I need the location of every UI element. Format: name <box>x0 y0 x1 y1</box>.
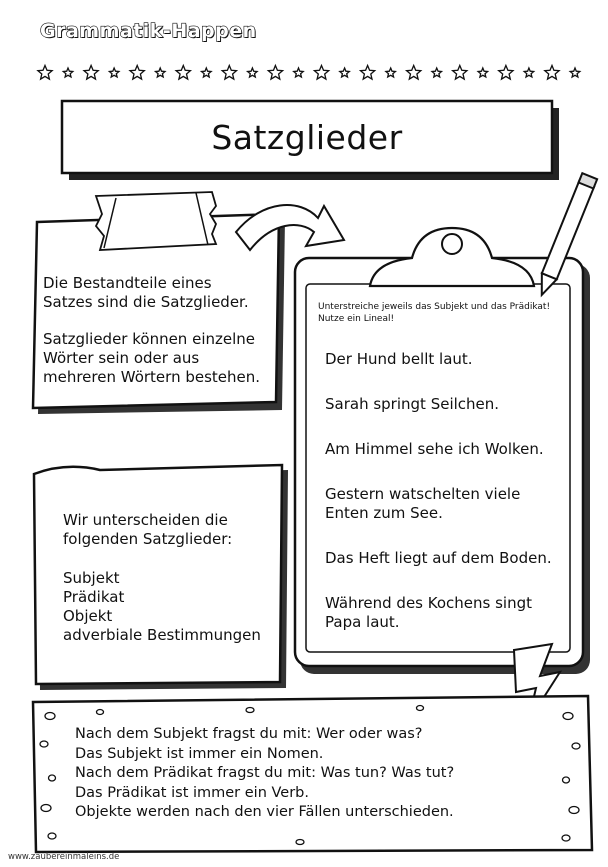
definition-note <box>43 274 273 405</box>
types-intro-line: folgenden Satzglieder: <box>63 530 233 548</box>
footer-url: www.zaubereinmaleins.de <box>8 852 120 862</box>
definition-line: Satzglieder können einzelne <box>43 330 255 348</box>
star-icon <box>294 68 304 77</box>
star-icon <box>453 66 467 80</box>
star-icon <box>570 68 580 77</box>
exercise-sentence <box>325 350 565 369</box>
star-icon <box>499 66 513 80</box>
exercise-sentence <box>325 594 565 632</box>
types-list-item: Subjekt <box>63 569 120 587</box>
definition-paragraph-1 <box>43 274 273 312</box>
types-intro <box>63 511 293 549</box>
exercise-sentences <box>325 350 565 658</box>
exercise-sentence <box>325 395 565 414</box>
exercise-sentence <box>325 485 565 523</box>
star-icon <box>478 68 488 77</box>
sentence-line: Enten zum See. <box>325 504 443 522</box>
star-icon <box>407 66 421 80</box>
types-list-item: adverbiale Bestimmungen <box>63 626 261 644</box>
types-list <box>63 569 293 645</box>
star-icon <box>130 66 144 80</box>
types-list-item: Prädikat <box>63 588 125 606</box>
sentence-line: Gestern watschelten viele <box>325 485 521 503</box>
sentence-line: Sarah springt Seilchen. <box>325 395 500 413</box>
definition-line: Satzes sind die Satzglieder. <box>43 293 249 311</box>
definition-paragraph-2 <box>43 330 273 387</box>
star-icon <box>63 68 73 77</box>
sentence-line: Das Heft liegt auf dem Boden. <box>325 549 552 567</box>
star-icon <box>248 68 258 77</box>
sentence-line: Während des Kochens singt <box>325 594 532 612</box>
definition-line: Die Bestandteile eines <box>43 274 212 292</box>
definition-line: mehreren Wörtern bestehen. <box>43 368 261 386</box>
star-icon <box>222 66 236 80</box>
star-icon <box>156 68 166 77</box>
types-note <box>63 511 293 645</box>
page-title: Satzglieder <box>211 117 403 157</box>
star-icon <box>202 68 212 77</box>
star-icon <box>386 68 396 77</box>
star-icon <box>84 66 98 80</box>
star-icon <box>361 66 375 80</box>
rule-item: Objekte werden nach den vier Fällen unterschieden. <box>75 804 454 821</box>
clipboard-instruction <box>318 301 568 325</box>
instruction-line: Unterstreiche jeweils das Subjekt und das Prädikat! <box>318 302 551 312</box>
worksheet-header: Grammatik-Happen <box>40 20 257 42</box>
star-icon <box>314 66 328 80</box>
star-icon <box>176 66 190 80</box>
star-icon <box>268 66 282 80</box>
sentence-line: Am Himmel sehe ich Wolken. <box>325 440 544 458</box>
star-icon <box>340 68 350 77</box>
rules-list <box>75 725 535 823</box>
types-list-item: Objekt <box>63 607 113 625</box>
rule-item: Nach dem Prädikat fragst du mit: Was tun? Was tut? <box>75 765 455 782</box>
sentence-line: Der Hund bellt laut. <box>325 350 473 368</box>
arrow-right-icon <box>236 205 344 250</box>
instruction-line: Nutze ein Lineal! <box>318 314 395 324</box>
exercise-sentence <box>325 549 565 568</box>
star-icon <box>545 66 559 80</box>
exercise-sentence <box>325 440 565 459</box>
sentence-line: Papa laut. <box>325 613 400 631</box>
rule-item: Das Prädikat ist immer ein Verb. <box>75 784 309 801</box>
rule-item: Das Subjekt ist immer ein Nomen. <box>75 745 324 762</box>
star-icon <box>109 68 119 77</box>
rule-item: Nach dem Subjekt fragst du mit: Wer oder was? <box>75 726 423 742</box>
star-border <box>38 66 580 80</box>
definition-line: Wörter sein oder aus <box>43 349 200 367</box>
types-intro-line: Wir unterscheiden die <box>63 511 228 529</box>
star-icon <box>38 66 52 80</box>
star-icon <box>524 68 534 77</box>
star-icon <box>432 68 442 77</box>
